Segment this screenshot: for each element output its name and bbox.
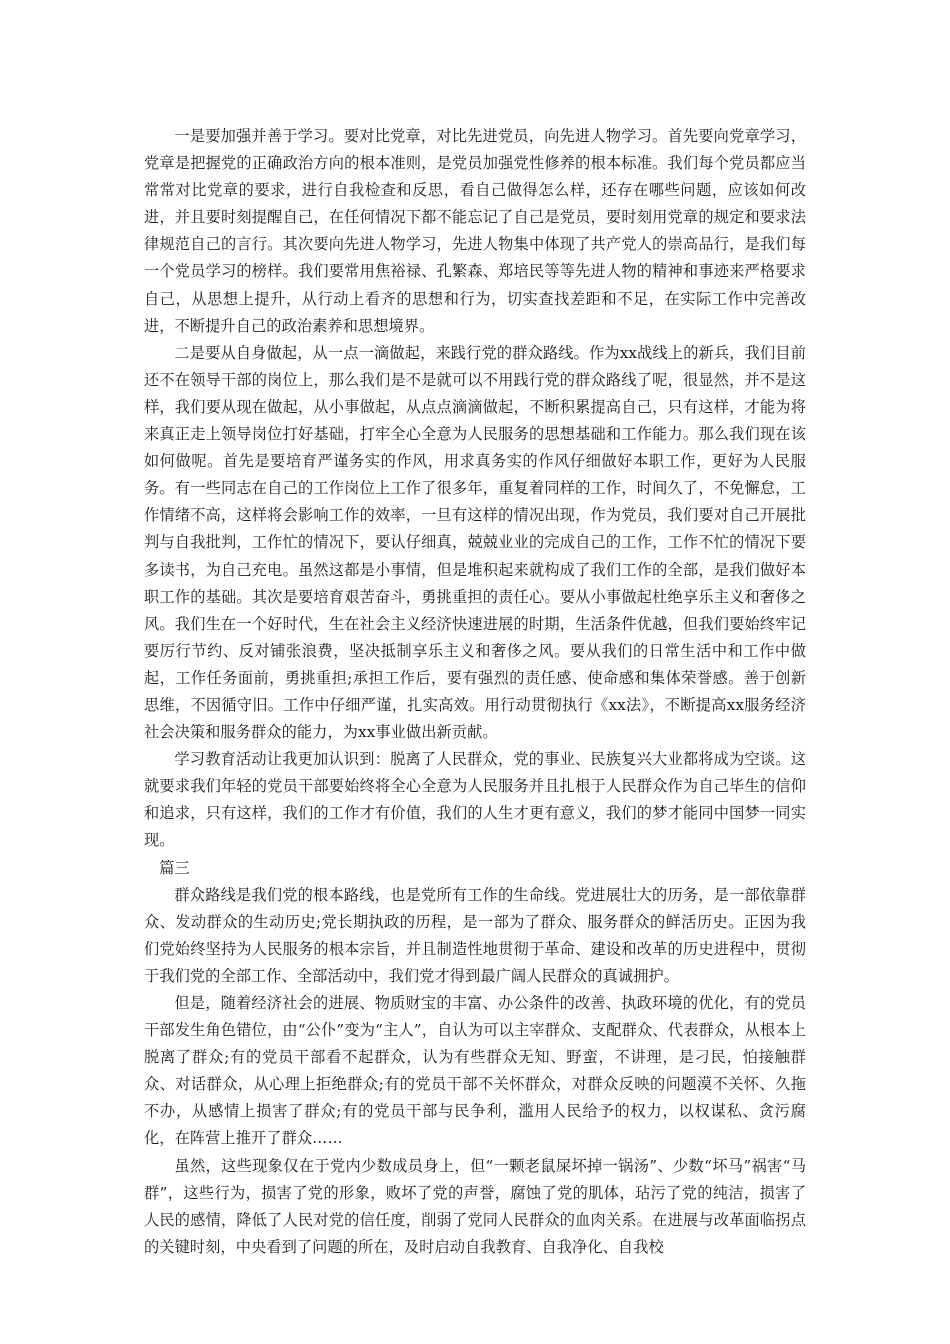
- paragraph-study: 一是要加强并善于学习。要对比党章，对比先进党员，向先进人物学习。首先要向党章学习，党章是把握党的正确政治方向的根本准则，是党员加强党性修养的根本标准。我们每个党员都应当常常对比党章的要求，进行自我检查和反思，看自己做得怎么样，还存在哪些问题，应该如何改进，并且要时刻提醒自己，在任何情况下都不能忘记了自己是党员，要时刻用党章的规定和要求法律规范自己的言行。其次要向先进人物学习，先进人物集中体现了共产党人的崇高品行，是我们每一个党员学习的榜样。我们要常用焦裕禄、孔繁森、郑培民等等先进人物的精神和事迹来严格要求自己，从思想上提升，从行动上看齐的思想和行为，切实查找差距和不足，在实际工作中完善改进，不断提升自己的政治素养和思想境界。: [144, 127, 806, 335]
- paragraph-practice: 二是要从自身做起，从一点一滴做起，来践行党的群众路线。作为xx战线上的新兵，我们目前还不在领导干部的岗位上，那么我们是不是就可以不用践行党的群众路线了呢，很显然，并不是这样，我们要从现在做起，从小事做起，从点点滴滴做起，不断积累提高自己，只有这样，才能为将来真正走上领导岗位打好基础，打牢全心全意为人民服务的思想基础和工作能力。那么我们现在该如何做呢。首先是要培育严谨务实的作风，用求真务实的作风仔细做好本职工作，更好为人民服务。有一些同志在自己的工作岗位上工作了很多年，重复着同样的工作，时间久了，不免懈怠，工作情绪不高，这样将会影响工作的效率，一旦有这样的情况出现，作为党员，我们要对自己开展批判与自我批判，工作忙的情况下，要认仔细真，兢兢业业的完成自己的工作，工作不忙的情况下要多读书，为自己充电。虽然这都是小事情，但是堆积起来就构成了我们工作的全部，是我们做好本职工作的基础。其次是要培育艰苦奋斗，勇挑重担的责任心。要从小事做起杜绝享乐主义和奢侈之风。我们生在一个好时代，生在社会主义经济快速进展的时期，生活条件优越，但我们要始终牢记要厉行节约、反对铺张浪费，坚决抵制享乐主义和奢侈之风。要从我们的日常生活中和工作中做起，工作任务面前，勇挑重担;承担工作后，要有强烈的责任感、使命感和集体荣誉感。善于创新思维，不因循守旧。工作中仔细严谨，扎实高效。用行动贯彻执行《xx法》，不断提高xx服务经济社会决策和服务群众的能力，为xx事业做出新贡献。: [144, 343, 806, 742]
- document-body: [144, 123, 806, 1261]
- paragraph-problems: 但是，随着经济社会的进展、物质财宝的丰富、办公条件的改善、执政环境的优化，有的党员干部发生角色错位，由“公仆”变为“主人”，自认为可以主宰群众、支配群众、代表群众，从根本上脱离了群众;有的党员干部看不起群众，认为有些群众无知、野蛮，不讲理，是刁民，怕接触群众、对话群众，从心理上拒绝群众;有的党员干部不关怀群众，对群众反映的问题漠不关怀、久拖不办，从感情上损害了群众;有的党员干部与民争利，滥用人民给予的权力，以权谋私、贪污腐化，在阵营上推开了群众……: [144, 994, 806, 1148]
- paragraph-mass-line: 群众路线是我们党的根本路线，也是党所有工作的生命线。党进展壮大的历务，是一部依靠群众、发动群众的生动历史;党长期执政的历程，是一部为了群众、服务群众的鲜活历史。正因为我们党始终坚持为人民服务的根本宗旨，并且制造性地贯彻于革命、建设和改革的历史进程中，贯彻于我们党的全部工作、全部活动中，我们党才得到最广阔人民群众的真诚拥护。: [144, 885, 806, 985]
- section-heading: 篇三: [159, 858, 190, 877]
- paragraph-although: 虽然，这些现象仅在于党内少数成员身上，但“一颗老鼠屎坏掉一锅汤”、少数“坏马”祸害“马群”，这些行为，损害了党的形象，败坏了党的声誉，腐蚀了党的肌体，玷污了党的纯洁，损害了人民的感情，降低了人民对党的信任度，削弱了党同人民群众的血肉关系。在进展与改革面临拐点的关键时刻，中央看到了问题的所在，及时启动自我教育、自我净化、自我校: [144, 1156, 806, 1256]
- paragraph-understanding: 学习教育活动让我更加认识到：脱离了人民群众，党的事业、民族复兴大业都将成为空谈。这就要求我们年轻的党员干部要始终将全心全意为人民服务并且扎根于人民群众作为自己毕生的信仰和追求，只有这样，我们的工作才有价值，我们的人生才更有意义，我们的梦才能同中国梦一同实现。: [144, 750, 806, 850]
